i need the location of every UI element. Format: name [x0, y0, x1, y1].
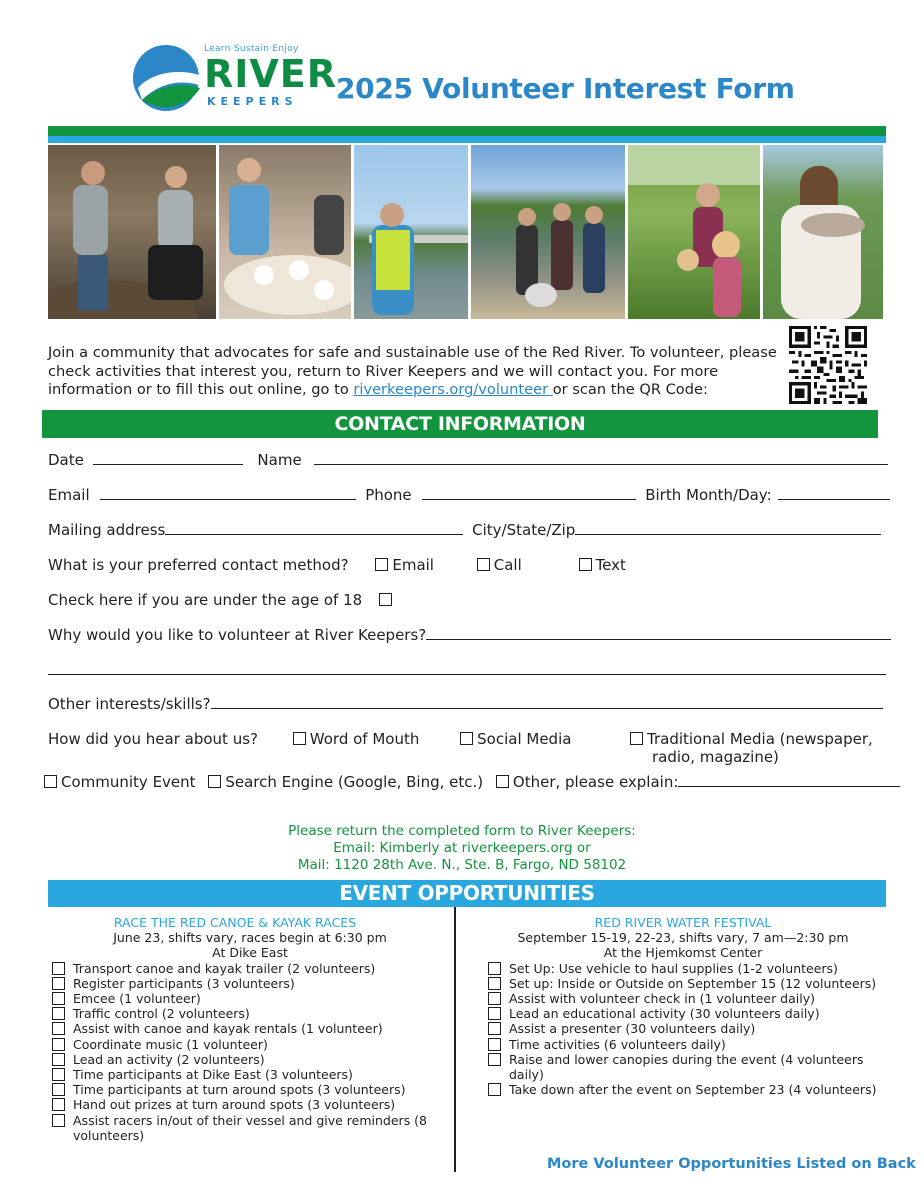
water-festival-task-list — [488, 961, 878, 1098]
festival-task-label: Set Up: Use vehicle to haul supplies (1-2 volunteers) — [509, 960, 838, 976]
logo-river-text: RIVER — [204, 52, 338, 96]
community-event-checkbox[interactable] — [44, 775, 57, 788]
search-engine-checkbox[interactable] — [208, 775, 221, 788]
photo-volunteers-planting — [48, 145, 216, 319]
festival-task-checkbox[interactable] — [488, 977, 501, 990]
canoe-task-label: Emcee (1 volunteer) — [73, 991, 201, 1007]
why-field-line-2[interactable] — [48, 674, 886, 675]
mailing-label: Mailing address — [48, 521, 166, 539]
intro-paragraph — [48, 344, 788, 400]
return-line-1: Please return the completed form to River Keepers: — [288, 823, 636, 839]
text-checkbox[interactable] — [579, 558, 592, 571]
column-divider — [454, 907, 456, 1172]
festival-task-label: Assist a presenter (30 volunteers daily) — [509, 1021, 756, 1037]
festival-task-checkbox[interactable] — [488, 962, 501, 975]
community-event-label: Community Event — [61, 773, 196, 791]
list-item — [488, 1082, 878, 1097]
festival-task-checkbox[interactable] — [488, 1022, 501, 1035]
other-interests-field[interactable] — [211, 695, 883, 709]
canoe-task-label: Assist with canoe and kayak rentals (1 volunteer) — [73, 1021, 383, 1037]
canoe-task-checkbox[interactable] — [52, 1053, 65, 1066]
canoe-task-checkbox[interactable] — [52, 1038, 65, 1051]
canoe-task-checkbox[interactable] — [52, 992, 65, 1005]
traditional-media-checkbox[interactable] — [630, 732, 643, 745]
canoe-task-label: Traffic control (2 volunteers) — [73, 1006, 250, 1022]
header-blue-bar — [48, 136, 886, 143]
qr-code-icon — [789, 326, 867, 404]
canoe-task-checkbox[interactable] — [52, 962, 65, 975]
water-festival-location: At the Hjemkomst Center — [603, 945, 763, 961]
water-festival-date: September 15-19, 22-23, shifts vary, 7 am—2:30 pm — [517, 930, 849, 946]
header-green-bar — [48, 126, 886, 136]
list-item — [488, 1006, 878, 1021]
contact-information-heading: CONTACT INFORMATION — [42, 410, 878, 438]
phone-field[interactable] — [422, 486, 636, 500]
other-interests-label: Other interests/skills? — [48, 695, 211, 713]
text-option-label: Text — [595, 556, 626, 574]
name-label: Name — [257, 451, 302, 469]
name-field[interactable] — [314, 451, 888, 465]
call-checkbox[interactable] — [477, 558, 490, 571]
city-field[interactable] — [575, 521, 881, 535]
email-option-label: Email — [392, 556, 434, 574]
list-item — [52, 1082, 448, 1097]
traditional-media-label-2: radio, magazine) — [652, 748, 779, 766]
return-mail-line: Mail: 1120 28th Ave. N., Ste. B, Fargo, ND 58102 — [297, 857, 627, 873]
email-field[interactable] — [100, 486, 356, 500]
email-label: Email — [48, 486, 90, 504]
list-item — [52, 991, 448, 1006]
canoe-task-checkbox[interactable] — [52, 1068, 65, 1081]
water-festival-section — [488, 915, 878, 1097]
list-item — [52, 1067, 448, 1082]
festival-task-label: Set up: Inside or Outside on September 15 (12 volunteers) — [509, 975, 877, 991]
festival-task-label: Assist with volunteer check in (1 volunteer daily) — [509, 991, 815, 1007]
return-instructions — [0, 823, 924, 874]
page-title: 2025 Volunteer Interest Form — [336, 72, 795, 105]
list-item — [488, 1037, 878, 1052]
list-item — [52, 976, 448, 991]
date-row — [48, 451, 888, 469]
canoe-races-title: RACE THE RED CANOE & KAYAK RACES — [113, 915, 357, 930]
other-interests-row — [48, 695, 883, 713]
festival-task-label: Lead an educational activity (30 volunteers daily) — [509, 1006, 820, 1022]
word-of-mouth-label: Word of Mouth — [309, 730, 420, 748]
preferred-contact-row — [48, 556, 626, 574]
canoe-task-checkbox[interactable] — [52, 1083, 65, 1096]
canoe-task-checkbox[interactable] — [52, 977, 65, 990]
canoe-races-task-list — [52, 961, 448, 1143]
mailing-field[interactable] — [165, 521, 463, 535]
social-media-checkbox[interactable] — [460, 732, 473, 745]
list-item — [488, 961, 878, 976]
list-item — [52, 1052, 448, 1067]
logo-keepers-text: KEEPERS — [207, 95, 298, 108]
traditional-media-label: Traditional Media (newspaper, — [647, 730, 873, 748]
photo-volunteer-safety-vest — [354, 145, 468, 319]
email-checkbox[interactable] — [375, 558, 388, 571]
hear-about-row-2 — [44, 773, 900, 791]
festival-task-checkbox[interactable] — [488, 1053, 501, 1066]
canoe-kayak-races-section — [52, 915, 448, 1143]
hear-about-label: How did you hear about us? — [48, 730, 258, 748]
water-festival-title: RED RIVER WATER FESTIVAL — [594, 915, 772, 930]
call-option-label: Call — [493, 556, 522, 574]
festival-task-label: Time activities (6 volunteers daily) — [509, 1036, 726, 1052]
intro-text: Join a community that advocates for safe and sustainable use of the Red River. To volunteer, please check activities that interest you, return to River Keepers and we will contact you. For more information or to fill this out online, go to — [48, 344, 777, 398]
event-opportunities-heading: EVENT OPPORTUNITIES — [48, 880, 886, 907]
canoe-races-date: June 23, shifts vary, races begin at 6:30 pm — [113, 930, 387, 946]
river-keepers-logo — [132, 40, 338, 112]
festival-task-checkbox[interactable] — [488, 992, 501, 1005]
traditional-media-option — [630, 730, 873, 766]
river-swirl-logo-icon — [132, 42, 204, 112]
festival-task-checkbox[interactable] — [488, 1083, 501, 1096]
list-item — [52, 1037, 448, 1052]
word-of-mouth-checkbox[interactable] — [293, 732, 306, 745]
photo-girl-holding-fish — [763, 145, 883, 319]
email-row — [48, 486, 890, 504]
canoe-task-checkbox[interactable] — [52, 1098, 65, 1111]
intro-text-end: or scan the QR Code: — [552, 381, 708, 398]
social-media-label: Social Media — [477, 730, 572, 748]
why-label: Why would you like to volunteer at River Keepers? — [48, 626, 427, 644]
other-checkbox[interactable] — [496, 775, 509, 788]
other-explain-field[interactable] — [678, 773, 900, 787]
photo-strip — [48, 145, 886, 319]
volunteer-link[interactable]: riverkeepers.org/volunteer — [353, 381, 553, 398]
canoe-task-label: Time participants at Dike East (3 volunteers) — [73, 1067, 353, 1083]
festival-task-checkbox[interactable] — [488, 1038, 501, 1051]
photo-volunteers-cleanup — [471, 145, 625, 319]
return-email-line: Email: Kimberly at riverkeepers.org or — [333, 840, 591, 856]
list-item — [488, 976, 878, 991]
under-18-label: Check here if you are under the age of 18 — [48, 591, 363, 609]
city-label: City/State/Zip — [472, 521, 576, 539]
more-opportunities-note: More Volunteer Opportunities Listed on Back — [547, 1156, 916, 1172]
photo-volunteers-table-activity — [219, 145, 351, 319]
list-item — [52, 961, 448, 976]
canoe-task-label: Coordinate music (1 volunteer) — [73, 1036, 268, 1052]
under-18-checkbox[interactable] — [379, 593, 392, 606]
phone-label: Phone — [365, 486, 412, 504]
canoe-task-checkbox[interactable] — [52, 1007, 65, 1020]
canoe-task-label: Assist racers in/out of their vessel and give reminders (8 volunteers) — [73, 1112, 428, 1143]
festival-task-checkbox[interactable] — [488, 1007, 501, 1020]
festival-task-label: Take down after the event on September 23 (4 volunteers) — [509, 1082, 877, 1098]
canoe-task-label: Time participants at turn around spots (3 volunteers) — [73, 1082, 406, 1098]
hear-about-row — [48, 730, 571, 748]
list-item — [488, 1021, 878, 1036]
birth-label: Birth Month/Day: — [645, 486, 772, 504]
canoe-task-label: Lead an activity (2 volunteers) — [73, 1051, 265, 1067]
list-item — [52, 1113, 448, 1143]
canoe-task-checkbox[interactable] — [52, 1022, 65, 1035]
search-engine-label: Search Engine (Google, Bing, etc.) — [225, 773, 484, 791]
why-field[interactable] — [426, 626, 891, 640]
photo-kids-by-river — [628, 145, 760, 319]
why-row — [48, 626, 891, 644]
date-label: Date — [48, 451, 84, 469]
list-item — [488, 991, 878, 1006]
canoe-races-location: At Dike East — [212, 945, 288, 961]
canoe-task-label: Transport canoe and kayak trailer (2 volunteers) — [73, 960, 376, 976]
logo-tagline: Learn·Sustain·Enjoy — [204, 44, 299, 54]
list-item — [52, 1021, 448, 1036]
list-item — [52, 1097, 448, 1112]
list-item — [488, 1052, 878, 1082]
preferred-label: What is your preferred contact method? — [48, 556, 349, 574]
birth-field[interactable] — [778, 486, 890, 500]
date-field[interactable] — [93, 451, 243, 465]
canoe-task-label: Hand out prizes at turn around spots (3 volunteers) — [73, 1097, 396, 1113]
canoe-task-checkbox[interactable] — [52, 1114, 65, 1127]
other-explain-label: Other, please explain: — [512, 773, 679, 791]
list-item — [52, 1006, 448, 1021]
mailing-row — [48, 521, 881, 539]
under-18-row — [48, 591, 396, 609]
festival-task-label: Raise and lower canopies during the event (4 volunteers daily) — [509, 1051, 864, 1083]
canoe-task-label: Register participants (3 volunteers) — [73, 975, 295, 991]
